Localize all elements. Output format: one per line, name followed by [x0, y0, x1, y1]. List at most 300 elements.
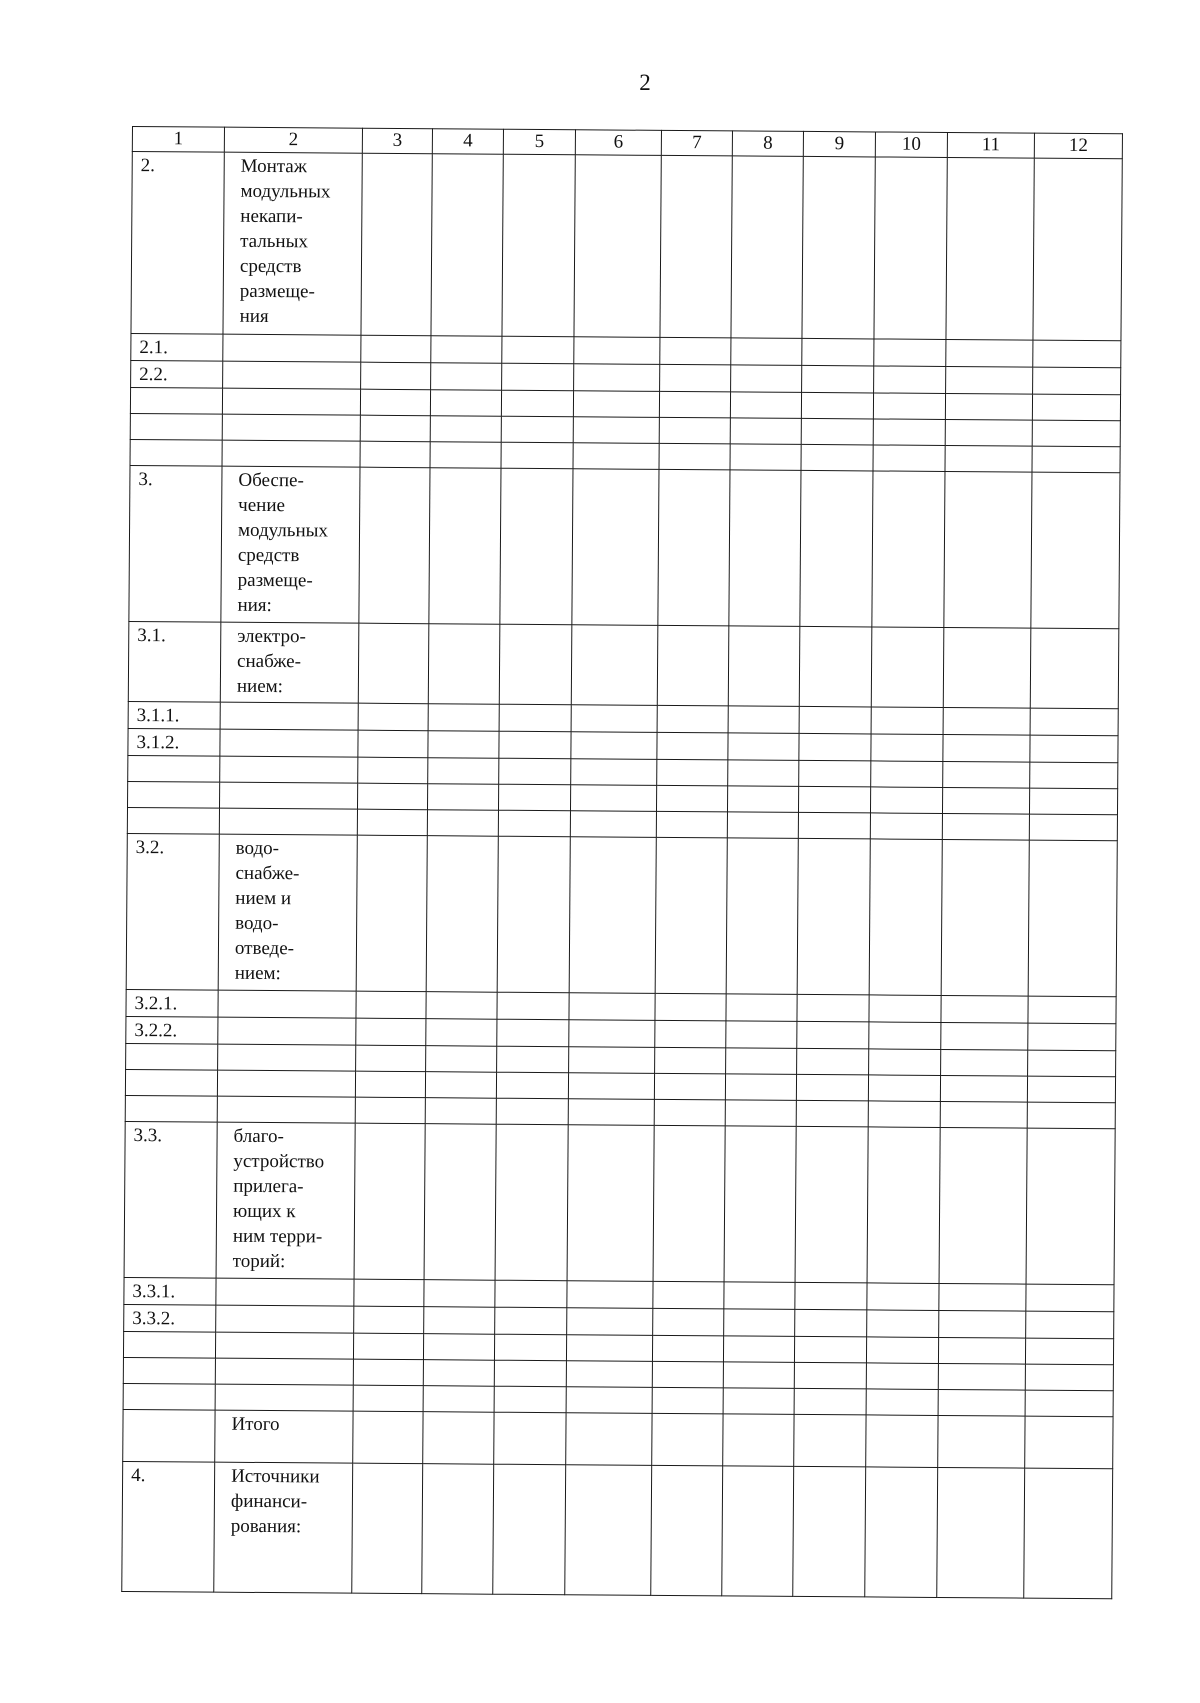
value-cell-col-3	[353, 1359, 423, 1386]
value-cell-col-12	[1033, 367, 1121, 395]
value-cell-col-3	[356, 1018, 426, 1046]
value-cell-col-12	[1025, 1390, 1113, 1417]
row-number-cell: 3.1.	[128, 621, 221, 702]
value-cell-col-11	[945, 445, 1032, 472]
table-row	[126, 833, 1117, 996]
value-cell-col-9	[797, 1021, 869, 1049]
value-cell-col-5	[502, 154, 575, 337]
value-cell-col-11	[938, 1337, 1025, 1364]
value-cell-col-6	[571, 705, 657, 733]
value-cell-col-6	[574, 364, 660, 392]
value-cell-col-6	[568, 1073, 654, 1100]
value-cell-col-4	[428, 704, 499, 732]
value-cell-col-9	[795, 1309, 867, 1337]
value-cell-col-7	[657, 625, 729, 706]
value-cell-col-8	[731, 156, 803, 339]
value-cell-col-6	[570, 785, 656, 812]
value-cell-col-8	[723, 1362, 794, 1389]
row-number-cell: 2.2.	[131, 360, 223, 388]
value-cell-col-9	[796, 1074, 868, 1101]
value-cell-col-10	[865, 1467, 938, 1598]
value-cell-col-9	[797, 838, 870, 995]
value-cell-col-6	[566, 1335, 652, 1362]
value-cell-col-12	[1027, 1076, 1115, 1103]
value-cell-col-6	[573, 391, 659, 418]
value-cell-col-7	[654, 1073, 725, 1100]
value-cell-col-6	[571, 625, 658, 706]
value-cell-col-6	[568, 1099, 654, 1126]
row-name-cell	[220, 702, 358, 730]
column-header: 8	[732, 131, 803, 157]
value-cell-col-7	[652, 1387, 723, 1414]
value-cell-col-5	[497, 992, 569, 1020]
value-cell-col-3	[360, 441, 430, 468]
value-cell-col-7	[653, 1308, 724, 1336]
value-cell-col-3	[353, 1411, 423, 1464]
value-cell-col-6	[569, 837, 656, 994]
value-cell-col-5	[500, 468, 573, 625]
value-cell-col-3	[357, 809, 427, 836]
value-cell-col-4	[430, 442, 501, 469]
value-cell-col-7	[660, 337, 731, 365]
value-cell-col-8	[726, 994, 797, 1022]
value-cell-col-8	[724, 1309, 795, 1337]
value-cell-col-12	[1031, 472, 1120, 629]
value-cell-col-4	[426, 992, 497, 1020]
value-cell-col-11	[944, 471, 1032, 628]
value-cell-col-4	[431, 363, 502, 391]
table-body	[122, 152, 1123, 1599]
row-number-cell: 2.	[131, 152, 224, 335]
value-cell-col-10	[871, 627, 944, 708]
value-cell-col-12	[1032, 394, 1120, 421]
row-number-cell: 3.3.2.	[124, 1304, 216, 1332]
value-cell-col-4	[424, 1124, 496, 1281]
value-cell-col-10	[870, 813, 942, 840]
row-name-cell	[220, 756, 358, 783]
column-header: 6	[575, 130, 661, 156]
value-cell-col-10	[871, 707, 943, 735]
value-cell-col-5	[499, 624, 572, 705]
row-number-cell: 3.	[129, 465, 222, 622]
value-cell-col-3	[361, 153, 432, 336]
value-cell-col-9	[796, 1100, 868, 1127]
value-cell-col-12	[1032, 420, 1120, 447]
row-name-cell	[215, 1358, 353, 1385]
row-number-cell	[123, 1383, 215, 1410]
value-cell-col-12	[1030, 628, 1119, 709]
value-cell-col-9	[794, 1336, 866, 1363]
value-cell-col-12	[1030, 762, 1118, 789]
value-cell-col-10	[874, 366, 946, 394]
row-name-cell	[221, 466, 360, 623]
value-cell-col-9	[802, 338, 874, 366]
value-cell-col-12	[1033, 340, 1121, 368]
value-cell-col-10	[874, 157, 947, 340]
value-cell-col-10	[867, 1127, 940, 1284]
value-cell-col-4	[426, 836, 498, 993]
value-cell-col-3	[354, 1279, 424, 1307]
value-cell-col-8	[724, 1282, 795, 1310]
value-cell-col-7	[653, 1281, 724, 1309]
value-cell-col-10	[866, 1337, 938, 1364]
value-cell-col-9	[794, 1414, 866, 1467]
value-cell-col-6	[571, 732, 657, 760]
row-name-cell	[215, 1410, 353, 1463]
row-number-cell: 2.1.	[131, 333, 223, 361]
value-cell-col-3	[358, 703, 428, 731]
value-cell-col-6	[567, 1281, 653, 1309]
value-cell-col-12	[1028, 1050, 1116, 1077]
value-cell-col-4	[423, 1386, 494, 1413]
value-cell-col-11	[941, 995, 1028, 1023]
value-cell-col-12	[1030, 708, 1118, 736]
value-cell-col-9	[802, 156, 875, 339]
row-number-cell	[123, 1409, 215, 1462]
value-cell-col-3	[354, 1306, 424, 1334]
row-number-cell: 3.3.	[124, 1121, 217, 1278]
value-cell-col-6	[566, 1413, 652, 1466]
value-cell-col-9	[793, 1466, 866, 1597]
value-cell-col-3	[358, 757, 428, 784]
value-cell-col-8	[728, 760, 799, 787]
row-name-text: Итого	[231, 1413, 280, 1436]
value-cell-col-4	[428, 624, 500, 705]
value-cell-col-4	[428, 731, 499, 759]
value-cell-col-11	[941, 1049, 1028, 1076]
value-cell-col-5	[494, 1360, 566, 1387]
value-cell-col-7	[658, 469, 730, 626]
value-cell-col-10	[868, 1101, 940, 1128]
value-cell-col-7	[652, 1361, 723, 1388]
value-cell-col-6	[573, 443, 659, 470]
row-number-cell: 3.1.2.	[128, 728, 220, 756]
value-cell-col-5	[502, 336, 574, 364]
value-cell-col-8	[725, 1100, 796, 1127]
value-cell-col-6	[569, 1047, 655, 1074]
value-cell-col-5	[501, 390, 573, 417]
value-cell-col-4	[425, 1098, 496, 1125]
value-cell-col-5	[499, 704, 571, 732]
column-header: 10	[875, 132, 947, 158]
row-name-cell	[222, 414, 360, 441]
row-number-cell	[123, 1331, 215, 1358]
value-cell-col-5	[499, 731, 571, 759]
value-cell-col-9	[799, 733, 871, 761]
value-cell-col-6	[573, 417, 659, 444]
value-cell-col-12	[1028, 1023, 1116, 1051]
value-cell-col-7	[653, 1125, 725, 1282]
value-cell-col-11	[943, 734, 1030, 762]
value-cell-col-7	[657, 705, 728, 733]
value-cell-col-7	[656, 785, 727, 812]
value-cell-col-8	[724, 1126, 796, 1283]
value-cell-col-5	[501, 416, 573, 443]
value-cell-col-9	[798, 812, 870, 839]
value-cell-col-5	[496, 1072, 568, 1099]
value-cell-col-7	[659, 417, 730, 444]
row-number-cell: 4.	[122, 1461, 215, 1592]
row-name-cell	[223, 152, 362, 335]
value-cell-col-8	[726, 1048, 797, 1075]
value-cell-col-8	[731, 338, 802, 366]
row-name-cell	[218, 1044, 356, 1071]
value-cell-col-3	[353, 1333, 423, 1360]
value-cell-col-6	[569, 1020, 655, 1048]
value-cell-col-8	[725, 1074, 796, 1101]
value-cell-col-11	[946, 157, 1034, 340]
row-number-cell	[126, 1043, 218, 1070]
value-cell-col-3	[360, 389, 430, 416]
column-header: 7	[661, 130, 732, 156]
value-cell-col-7	[652, 1335, 723, 1362]
value-cell-col-5	[496, 1098, 568, 1125]
value-cell-col-4	[430, 416, 501, 443]
value-cell-col-5	[498, 810, 570, 837]
row-name-cell	[223, 361, 361, 389]
row-name-text: благо- устройство прилега- ющих к ним терри- торий:	[232, 1125, 325, 1273]
row-name-cell	[218, 1017, 356, 1045]
value-cell-col-12	[1025, 1416, 1113, 1469]
value-cell-col-3	[360, 415, 430, 442]
value-cell-col-12	[1032, 446, 1120, 473]
row-name-cell	[218, 834, 357, 991]
value-cell-col-9	[801, 392, 873, 419]
table-row	[122, 1461, 1113, 1598]
value-cell-col-4	[425, 1072, 496, 1099]
value-cell-col-11	[938, 1389, 1025, 1416]
value-cell-col-12	[1026, 1284, 1114, 1312]
row-name-cell	[215, 1332, 353, 1359]
row-name-cell	[216, 1278, 354, 1306]
value-cell-col-11	[939, 1127, 1027, 1284]
column-header: 1	[132, 127, 224, 153]
value-cell-col-10	[869, 1022, 941, 1050]
row-name-cell	[222, 388, 360, 415]
value-cell-col-3	[355, 1097, 425, 1124]
value-cell-col-7	[660, 155, 732, 338]
value-cell-col-10	[866, 1415, 938, 1468]
value-cell-col-7	[655, 993, 726, 1021]
value-cell-col-12	[1027, 1102, 1115, 1129]
value-cell-col-12	[1025, 1338, 1113, 1365]
value-cell-col-5	[494, 1412, 566, 1465]
value-cell-col-7	[657, 732, 728, 760]
value-cell-col-8	[730, 444, 801, 471]
value-cell-col-7	[660, 364, 731, 392]
row-number-cell	[125, 1095, 217, 1122]
value-cell-col-5	[494, 1334, 566, 1361]
value-cell-col-4	[424, 1280, 495, 1308]
table-row	[128, 621, 1119, 708]
value-cell-col-4	[422, 1464, 494, 1595]
value-cell-col-5	[495, 1307, 567, 1335]
row-number-cell	[130, 439, 222, 466]
value-cell-col-6	[567, 1308, 653, 1336]
value-cell-col-11	[941, 1022, 1028, 1050]
value-cell-col-8	[730, 418, 801, 445]
value-cell-col-11	[940, 1101, 1027, 1128]
value-cell-col-3	[356, 835, 427, 992]
column-header: 3	[362, 128, 432, 154]
value-cell-col-8	[728, 733, 799, 761]
value-cell-col-10	[874, 339, 946, 367]
row-name-cell	[214, 1462, 353, 1593]
value-cell-col-5	[497, 836, 570, 993]
row-number-cell	[128, 781, 220, 808]
row-number-cell	[127, 807, 219, 834]
row-name-cell	[216, 1122, 355, 1279]
value-cell-col-11	[943, 627, 1031, 708]
value-cell-col-9	[801, 418, 873, 445]
value-cell-col-8	[723, 1388, 794, 1415]
value-cell-col-6	[566, 1387, 652, 1414]
value-cell-col-4	[431, 154, 503, 337]
value-cell-col-11	[940, 1075, 1027, 1102]
row-name-cell	[219, 808, 357, 835]
value-cell-col-8	[727, 812, 798, 839]
column-header: 12	[1034, 133, 1122, 159]
value-cell-col-9	[797, 1048, 869, 1075]
value-cell-col-10	[866, 1389, 938, 1416]
value-cell-col-5	[494, 1386, 566, 1413]
row-name-cell	[220, 782, 358, 809]
value-cell-col-7	[659, 391, 730, 418]
value-cell-col-9	[797, 994, 869, 1022]
value-cell-col-3	[361, 335, 431, 363]
value-cell-col-9	[802, 365, 874, 393]
row-number-cell	[125, 1069, 217, 1096]
row-name-text: Обеспе- чение модульных средств размеще- ния:	[237, 469, 329, 617]
financing-table	[121, 126, 1123, 1599]
value-cell-col-8	[730, 392, 801, 419]
value-cell-col-9	[800, 470, 873, 627]
value-cell-col-8	[722, 1466, 794, 1597]
value-cell-col-8	[723, 1414, 794, 1467]
value-cell-col-9	[801, 444, 873, 471]
value-cell-col-11	[941, 839, 1029, 996]
table-row	[131, 152, 1122, 341]
value-cell-col-7	[656, 811, 727, 838]
value-cell-col-12	[1033, 158, 1122, 341]
value-cell-col-10	[873, 419, 945, 446]
value-cell-col-3	[355, 1071, 425, 1098]
value-cell-col-8	[726, 1021, 797, 1049]
value-cell-col-6	[565, 1465, 652, 1596]
value-cell-col-10	[869, 839, 942, 996]
value-cell-col-4	[423, 1412, 494, 1465]
table-row	[123, 1409, 1113, 1468]
value-cell-col-3	[353, 1385, 423, 1412]
value-cell-col-5	[495, 1280, 567, 1308]
value-cell-col-11	[943, 761, 1030, 788]
value-cell-col-12	[1025, 1364, 1113, 1391]
value-cell-col-5	[493, 1464, 566, 1595]
value-cell-col-9	[794, 1388, 866, 1415]
value-cell-col-10	[872, 471, 945, 628]
value-cell-col-5	[497, 1019, 569, 1047]
value-cell-col-8	[723, 1336, 794, 1363]
value-cell-col-8	[728, 706, 799, 734]
value-cell-col-12	[1028, 996, 1116, 1024]
row-name-cell	[222, 440, 360, 467]
row-number-cell: 3.2.	[126, 833, 219, 990]
value-cell-col-9	[799, 760, 871, 787]
value-cell-col-8	[731, 365, 802, 393]
value-cell-col-11	[942, 787, 1029, 814]
row-number-cell: 3.2.1.	[126, 989, 218, 1017]
value-cell-col-11	[939, 1310, 1026, 1338]
value-cell-col-10	[868, 1075, 940, 1102]
value-cell-col-12	[1030, 735, 1118, 763]
value-cell-col-9	[794, 1362, 866, 1389]
value-cell-col-10	[869, 1049, 941, 1076]
row-name-cell	[220, 622, 359, 703]
value-cell-col-4	[426, 1019, 497, 1047]
value-cell-col-9	[795, 1282, 867, 1310]
value-cell-col-6	[566, 1361, 652, 1388]
column-header: 11	[947, 132, 1034, 158]
value-cell-col-10	[866, 1363, 938, 1390]
row-name-cell	[216, 1305, 354, 1333]
value-cell-col-7	[657, 759, 728, 786]
column-header: 2	[224, 127, 362, 153]
value-cell-col-6	[574, 155, 661, 338]
value-cell-col-4	[430, 390, 501, 417]
value-cell-col-11	[946, 366, 1033, 394]
value-cell-col-4	[427, 784, 498, 811]
value-cell-col-6	[567, 1125, 654, 1282]
value-cell-col-11	[946, 339, 1033, 367]
value-cell-col-7	[659, 443, 730, 470]
value-cell-col-10	[867, 1310, 939, 1338]
value-cell-col-5	[499, 758, 571, 785]
row-name-cell	[223, 334, 361, 362]
value-cell-col-9	[798, 786, 870, 813]
value-cell-col-12	[1029, 788, 1117, 815]
value-cell-col-7	[651, 1465, 723, 1596]
value-cell-col-4	[431, 336, 502, 364]
column-header: 5	[503, 129, 575, 155]
value-cell-col-4	[423, 1360, 494, 1387]
value-cell-col-4	[423, 1334, 494, 1361]
row-name-text: электро- снабже- нием:	[236, 625, 306, 698]
row-number-cell	[130, 387, 222, 414]
row-name-cell	[215, 1384, 353, 1411]
value-cell-col-12	[1024, 1468, 1113, 1599]
value-cell-col-12	[1028, 840, 1117, 997]
value-cell-col-7	[654, 1099, 725, 1126]
table-row	[124, 1121, 1115, 1284]
column-header: 9	[803, 131, 875, 157]
value-cell-col-11	[945, 393, 1032, 420]
row-name-cell	[220, 729, 358, 757]
table-row	[129, 465, 1120, 628]
value-cell-col-10	[870, 787, 942, 814]
value-cell-col-10	[867, 1283, 939, 1311]
value-cell-col-9	[799, 626, 872, 707]
row-number-cell	[128, 755, 220, 782]
value-cell-col-11	[937, 1467, 1025, 1598]
value-cell-col-3	[358, 730, 428, 758]
value-cell-col-11	[938, 1363, 1025, 1390]
value-cell-col-8	[729, 470, 801, 627]
value-cell-col-11	[938, 1415, 1025, 1468]
value-cell-col-3	[352, 1463, 423, 1594]
value-cell-col-6	[569, 993, 655, 1021]
row-name-cell	[218, 990, 356, 1018]
value-cell-col-8	[728, 626, 800, 707]
